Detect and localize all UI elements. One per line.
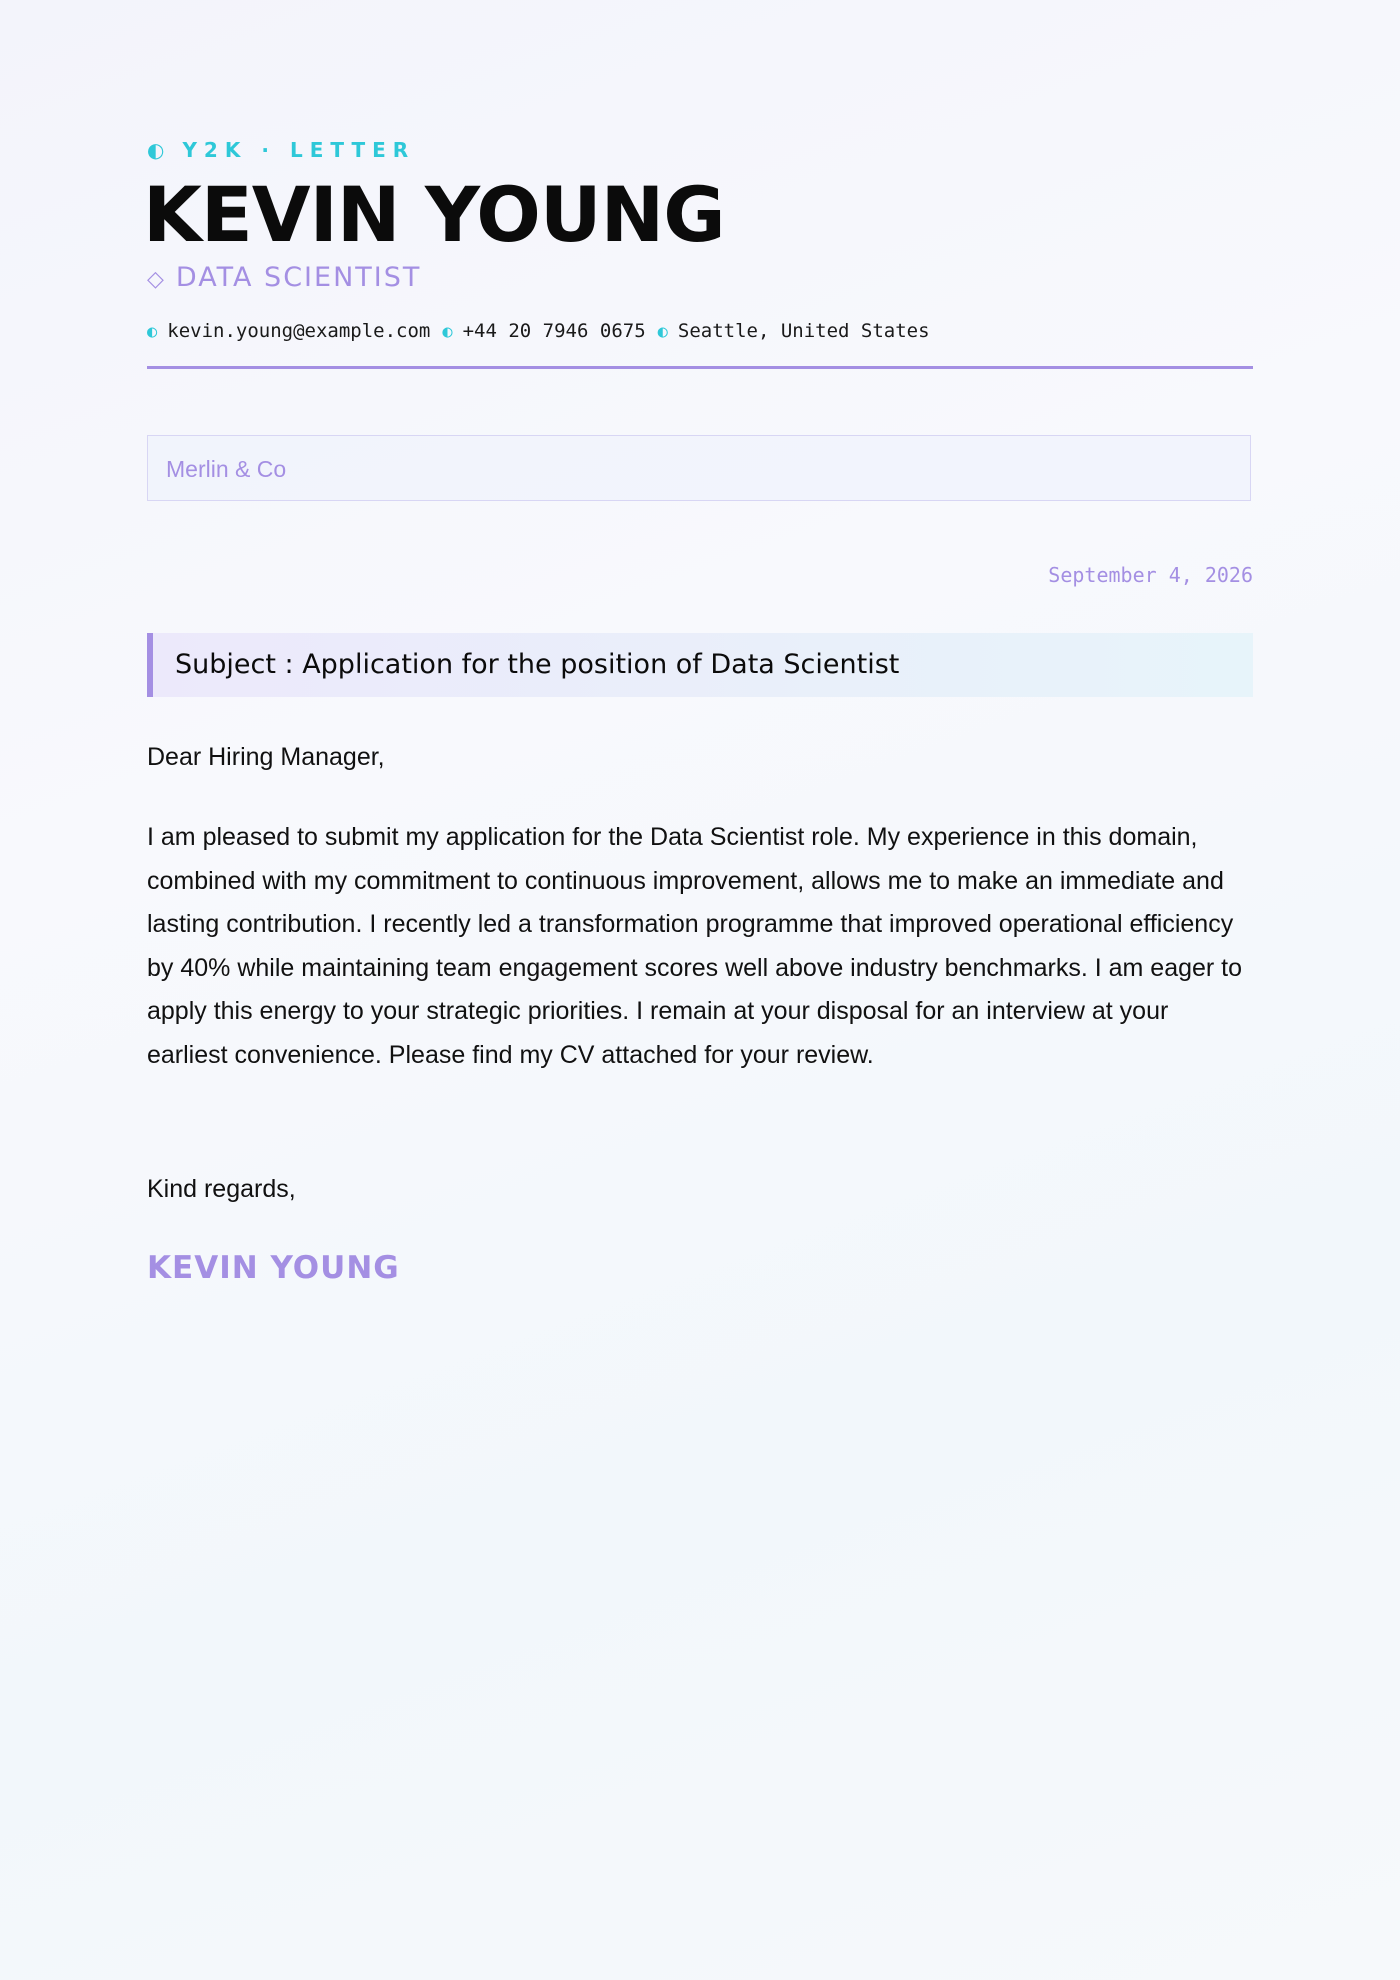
recipient-company: Merlin & Co [166, 456, 287, 482]
job-title-text: DATA SCIENTIST [175, 262, 422, 293]
job-title [147, 262, 421, 293]
letter-date: September 4, 2026 [1048, 563, 1253, 587]
contact-email[interactable]: kevin.young@example.com [167, 320, 431, 342]
contact-location: Seattle, United States [677, 320, 930, 342]
subject-line: Subject : Application for the position of Data Scientist [175, 649, 900, 680]
eyebrow-right-text: LETTER [289, 138, 416, 162]
eyebrow-separator: · [261, 138, 276, 162]
applicant-name: KEVIN YOUNG [143, 170, 725, 259]
half-circle-icon: ◐ [147, 322, 158, 342]
contact-line [147, 320, 942, 342]
document-type-label [147, 138, 415, 162]
signature-name: KEVIN YOUNG [147, 1250, 400, 1286]
half-circle-icon: ◐ [442, 322, 453, 342]
closing: Kind regards, [147, 1175, 296, 1203]
header-divider [147, 366, 1253, 369]
eyebrow-left-text: Y2K [182, 138, 248, 162]
half-circle-icon: ◐ [657, 322, 668, 342]
letter-body: I am pleased to submit my application for the Data Scientist role. My experience in this domain, combined with my commitment to continuous improvement, allows me to make an immediate and lasting contribution. I recently led a transformation programme that improved operational efficiency by 40% while maintaining team engagement scores well above industry benchmarks. I am eager to apply this energy to your strategic priorities. I remain at your disposal for an interview at your earliest convenience. Please find my CV attached for your review. [147, 823, 1243, 1069]
salutation: Dear Hiring Manager, [147, 743, 385, 771]
half-circle-icon: ◐ [147, 138, 165, 162]
subject-banner [147, 633, 1253, 697]
diamond-icon: ◇ [147, 267, 166, 292]
letter-page [143, 0, 1253, 1980]
recipient-company-box [147, 435, 1251, 501]
contact-phone[interactable]: +44 20 7946 0675 [462, 320, 646, 342]
